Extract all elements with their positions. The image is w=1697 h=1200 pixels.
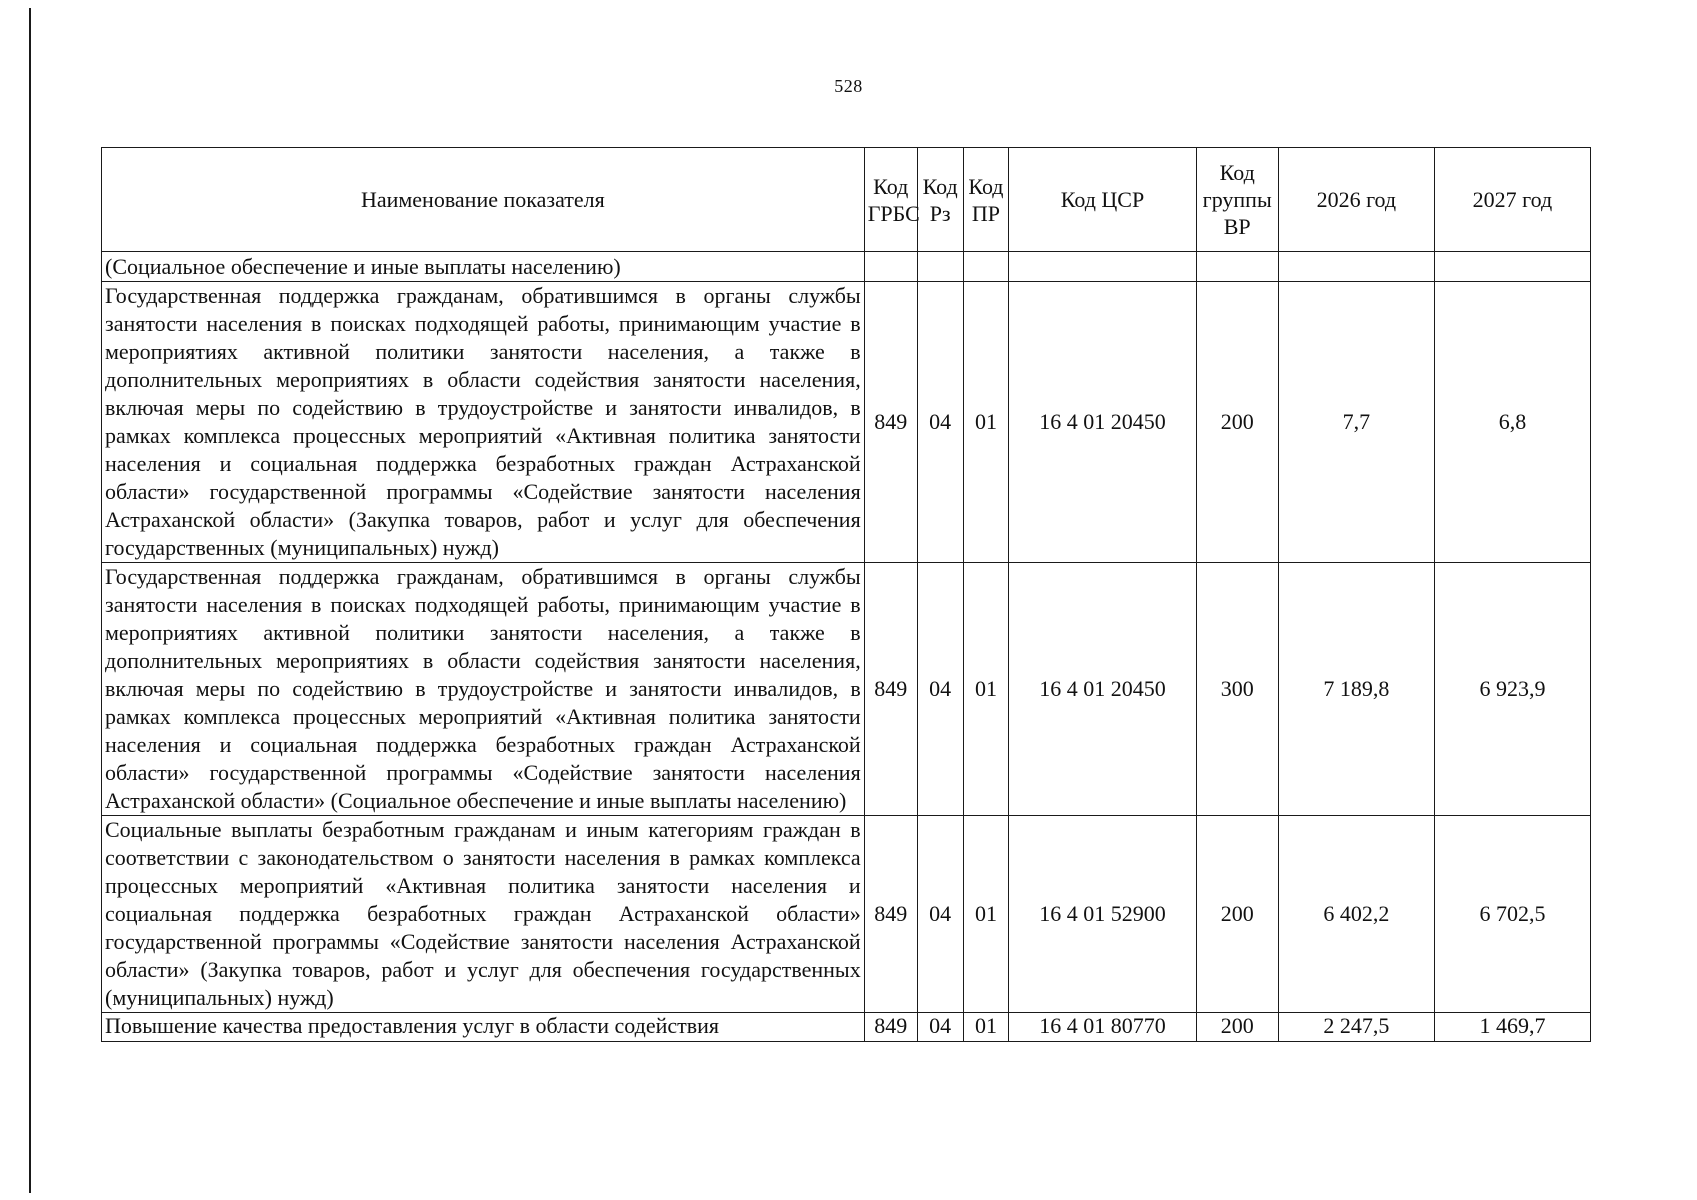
row-pr: 01	[963, 1013, 1009, 1042]
header-grbs: Код ГРБС	[864, 148, 917, 252]
row-2027: 6 702,5	[1434, 816, 1590, 1013]
page-number: 528	[834, 76, 863, 96]
row-grbs: 849	[864, 282, 917, 563]
row-2026: 2 247,5	[1278, 1013, 1434, 1042]
row-2026: 7 189,8	[1278, 563, 1434, 816]
row-2027	[1434, 252, 1590, 282]
table-row	[102, 282, 1591, 563]
row-rz: 04	[917, 1013, 963, 1042]
header-2026: 2026 год	[1278, 148, 1434, 252]
row-pr	[963, 252, 1009, 282]
row-csr: 16 4 01 80770	[1009, 1013, 1196, 1042]
row-2026: 6 402,2	[1278, 816, 1434, 1013]
row-csr: 16 4 01 52900	[1009, 816, 1196, 1013]
left-margin-rule	[29, 8, 31, 1193]
row-vr	[1196, 252, 1278, 282]
header-2027: 2027 год	[1434, 148, 1590, 252]
header-pr: Код ПР	[963, 148, 1009, 252]
row-grbs: 849	[864, 563, 917, 816]
table-row	[102, 563, 1591, 816]
table-header-row	[102, 148, 1591, 252]
header-rz: Код Рз	[917, 148, 963, 252]
row-vr: 200	[1196, 816, 1278, 1013]
row-name: Социальные выплаты безработным гражданам и иным категориям граждан в соответствии с законодательством о занятости населения в рамках комплекса процессных мероприятий «Активная политика занятости населения и социальная поддержка безработных граждан Астраханской области» государственной программы «Содействие занятости населения Астраханской области» (Закупка товаров, работ и услуг для обеспечения государственных (муниципальных) нужд)	[102, 816, 865, 1013]
row-2027: 6 923,9	[1434, 563, 1590, 816]
row-name: Государственная поддержка гражданам, обратившимся в органы службы занятости населения в поисках подходящей работы, принимающим участие в мероприятиях активной политики занятости населения, а также в дополнительных мероприятиях в области содействия занятости населения, включая меры по содействию в трудоустройстве и занятости инвалидов, в рамках комплекса процессных мероприятий «Активная политика занятости населения и социальная поддержка безработных граждан Астраханской области» государственной программы «Содействие занятости населения Астраханской области» (Социальное обеспечение и иные выплаты населению)	[102, 563, 865, 816]
row-vr: 200	[1196, 1013, 1278, 1042]
header-csr: Код ЦСР	[1009, 148, 1196, 252]
row-vr: 300	[1196, 563, 1278, 816]
table-row	[102, 1013, 1591, 1042]
row-name: Государственная поддержка гражданам, обратившимся в органы службы занятости населения в поисках подходящей работы, принимающим участие в мероприятиях активной политики занятости населения, а также в дополнительных мероприятиях в области содействия занятости населения, включая меры по содействию в трудоустройстве и занятости инвалидов, в рамках комплекса процессных мероприятий «Активная политика занятости населения и социальная поддержка безработных граждан Астраханской области» государственной программы «Содействие занятости населения Астраханской области» (Закупка товаров, работ и услуг для обеспечения государственных (муниципальных) нужд)	[102, 282, 865, 563]
row-rz	[917, 252, 963, 282]
row-name-text: Повышение качества предоставления услуг в области содействия	[105, 1013, 720, 1038]
row-name	[102, 1013, 865, 1042]
row-pr: 01	[963, 816, 1009, 1013]
row-2026	[1278, 252, 1434, 282]
table-row	[102, 252, 1591, 282]
row-2027: 1 469,7	[1434, 1013, 1590, 1042]
row-grbs: 849	[864, 1013, 917, 1042]
row-2026: 7,7	[1278, 282, 1434, 563]
row-csr	[1009, 252, 1196, 282]
row-rz: 04	[917, 563, 963, 816]
row-vr: 200	[1196, 282, 1278, 563]
row-pr: 01	[963, 563, 1009, 816]
row-csr: 16 4 01 20450	[1009, 563, 1196, 816]
row-grbs: 849	[864, 816, 917, 1013]
row-rz: 04	[917, 282, 963, 563]
row-pr: 01	[963, 282, 1009, 563]
row-grbs	[864, 252, 917, 282]
row-rz: 04	[917, 816, 963, 1013]
table-row	[102, 816, 1591, 1013]
row-csr: 16 4 01 20450	[1009, 282, 1196, 563]
budget-table	[101, 147, 1591, 1042]
row-2027: 6,8	[1434, 282, 1590, 563]
header-vr: Код группы ВР	[1196, 148, 1278, 252]
row-name: (Социальное обеспечение и иные выплаты населению)	[102, 252, 865, 282]
header-name: Наименование показателя	[102, 148, 865, 252]
